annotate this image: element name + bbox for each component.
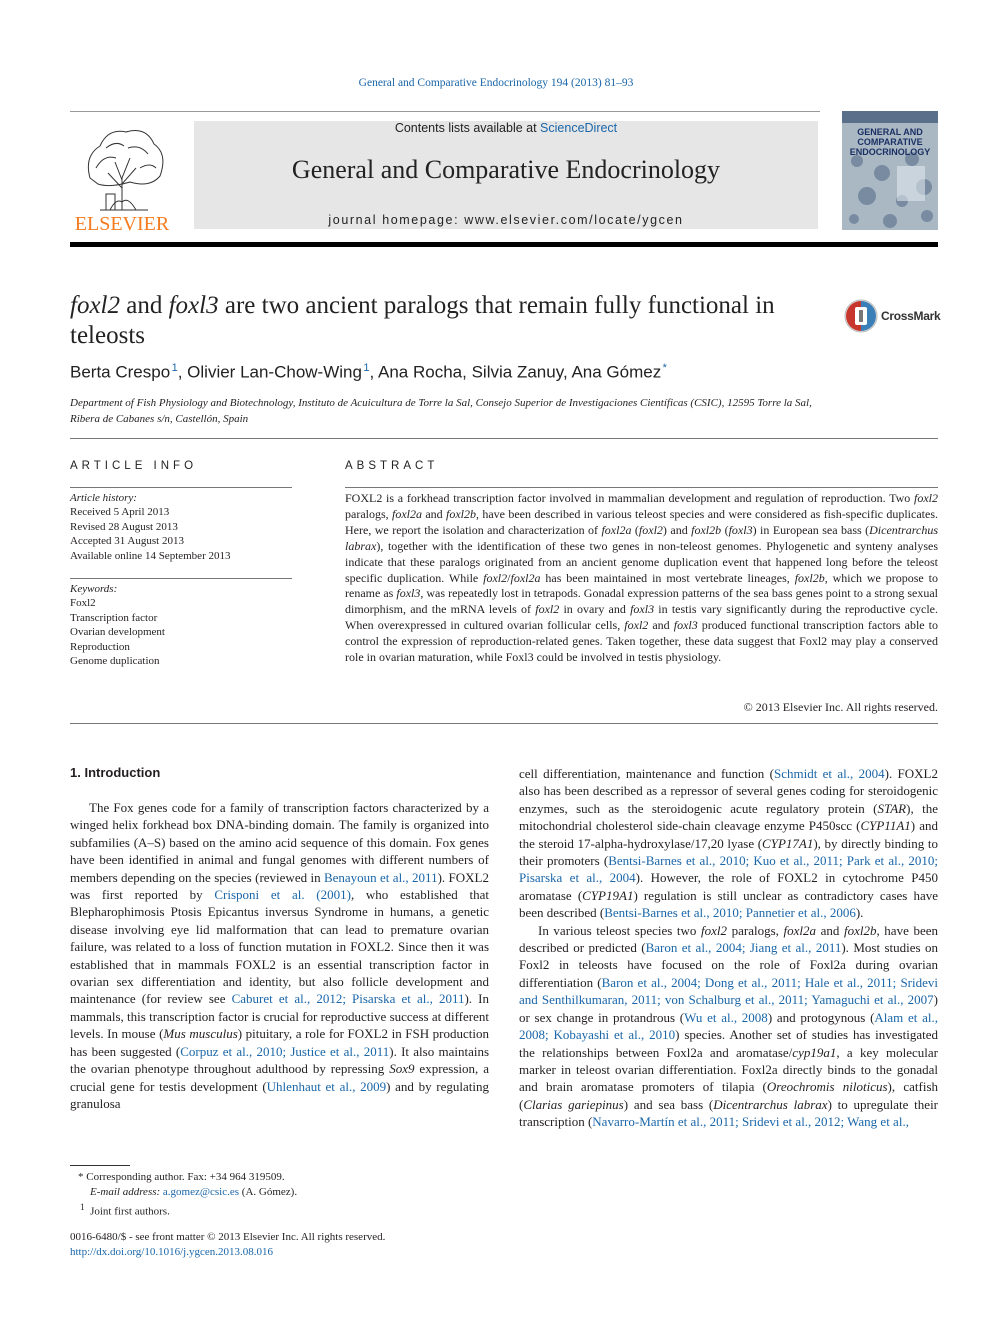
citation-link[interactable]: Schmidt et al., 2004 — [773, 766, 885, 781]
body-paragraph: The Fox genes code for a family of transcription factors characterized by a winged helix forkhead box DNA-binding domain. The family is organized into subfamilies (A–S) based on the amino acid sequence of this domain. Fox genes have been identified in animal and fungal genomes with different numbers of members depending on the species (reviewed in Benayoun et al., 2011). FOXL2 was first reported by Crisponi et al. (2001), who established that Blepharophimosis Ptosis Epicantus inversus Syndrome in humans, a genetic disease involving eye lid malformation that can lead to premature ovarian failure, was related to a loss of function mutation in FOXL2. Since then it was established that in mammals FOXL2 is an essential transcription factor in ovarian sex differentiation and identity, but also follicle development and maintenance (for review see Caburet et al., 2012; Pisarska et al., 2011). In mammals, this transcription factor is crucial for reproductive success at different levels. In mouse (Mus musculus) pituitary, a role for FOXL2 in FSH production has been suggested (Corpuz et al., 2010; Justice et al., 2011). It also maintains the ovarian phenotype throughout adulthood by repressing Sox9 expression, a crucial gene for testis development (Uhlenhaut et al., 2009) and by regulating granulosa — [70, 800, 490, 1111]
footnote-joint: Joint first authors. — [90, 1205, 170, 1218]
citation-link[interactable]: Benayoun et al., 2011 — [323, 869, 438, 885]
article-info-heading: ARTICLE INFO — [70, 460, 198, 472]
journal-reference[interactable] — [0, 77, 992, 89]
body-paragraph: cell differentiation, maintenance and function (Schmidt et al., 2004). FOXL2 also has been described as a repressor of several genes coding for steroidogenic enzymes, such as the steroidogenic acute regulatory protein (STAR), the mitochondrial cholesterol side-chain cleavage enzyme P450scc (CYP11A1) and the steroid 17-alpha-hydroxylase/17,20 lyase (CYP17A1), by directly binding to their promoters (Bentsi-Barnes et al., 2010; Kuo et al., 2011; Park et al., 2010; Pisarska et al., 2004). However, the role of FOXL2 in cytochrome P450 aromatase (CYP19A1) regulation is still unclear as contradictory cases have been described (Bentsi-Barnes et al., 2010; Pannetier et al., 2006). — [519, 766, 939, 921]
citation-link[interactable]: Bentsi-Barnes et al., 2010; Kuo et al., 2011; Park et al., 2010; Pisarska et al., 2004 — [519, 853, 938, 886]
keyword: Genome duplication — [70, 655, 160, 668]
abstract-heading: ABSTRACT — [345, 460, 439, 472]
introduction-heading: 1. Introduction — [70, 765, 161, 780]
divider — [70, 438, 938, 439]
author-list: Berta Crespo $^1$, Olivier Lan-Chow-Wing $^1$, Ana Rocha, Silvia Zanuy, Ana Gómez * — [70, 362, 667, 382]
journal-name: General and Comparative Endocrinology — [291, 155, 721, 184]
history-item: Revised 28 August 2013 — [70, 520, 178, 533]
author-name[interactable]: Silvia Zanuy — [471, 362, 563, 382]
keywords-label: Keywords: — [70, 583, 118, 595]
citation-link[interactable]: Caburet et al., 2012; Pisarska et al., 2011 — [231, 991, 465, 1007]
title-gene-2: foxl3 — [168, 292, 219, 319]
keywords — [70, 582, 292, 668]
author-name[interactable]: Ana Rocha — [378, 362, 463, 382]
affiliation-line: Ribera de Cabanes s/n, Castellón, Spain — [70, 413, 249, 425]
author-name[interactable]: Ana Gómez — [571, 362, 662, 382]
author-note-marker[interactable]: 1 — [363, 362, 370, 374]
history-item: Accepted 31 August 2013 — [70, 535, 184, 548]
citation-link[interactable]: Crisponi et al. (2001) — [214, 887, 351, 903]
abstract-text: FOXL2 is a forkhead transcription factor involved in mammalian development and regulation of reproduction. Two foxl2 paralogs, foxl2a and foxl2b, have been described in various teleost species and were considered as fish-specific duplicates. Here, we report the isolation and characterization of foxl2a (foxl2) and foxl2b (foxl3) in European sea bass (Dicentrarchus labrax), together with the identification of these two genes in non-teleost genomes. Phylogenetic and synteny analyses indicate that these paralogs originated from an ancient genome duplication event that happened long before the teleost specific duplication. While foxl2/foxl2a has been maintained in most vertebrate lineages, foxl2b, which we propose to rename as foxl3, was repeatedly lost in tetrapods. Gonadal expression patterns of the sea bass genes point to a strong sexual dimorphism, and the mRNA levels of foxl2 in ovary and foxl3 in testis vary significantly during the reproductive cycle. When overexpressed in cultured ovarian follicular cells, foxl2 and foxl3 produced functional transcription factors able to control the expression of reproduction-related genes. Taken together, these data suggest that Foxl2 may play a conserved role in ovarian maturation, while Foxl3 could be involved in testis physiology. — [345, 491, 939, 665]
body-paragraph: In various teleost species two foxl2 paralogs, foxl2a and foxl2b, have been described or predicted (Baron et al., 2004; Jiang et al., 2011). Most studies on Foxl2 in teleosts have focused on the role of Foxl2a during ovarian differentiation (Baron et al., 2004; Dong et al., 2011; Hale et al., 2011; Sridevi and Senthilkumaran, 2011; von Schalburg et al., 2011; Yamaguchi et al., 2007) or sex change in protandrous (Wu et al., 2008) and protogynous (Alam et al., 2008; Kobayashi et al., 2010) species. Another set of studies has investigated the relationships between Foxl2a and aromatase/cyp19a1, a key molecular marker in teleost ovarian differentiation. Foxl2a directly binds to the gonadal and brain aromatase promoters of tilapia (Oreochromis niloticus), catfish (Clarias gariepinus) and sea bass (Dicentrarchus labrax) to upregulate their transcription (Navarro-Martín et al., 2011; Sridevi et al., 2012; Wang et al., — [519, 922, 939, 1130]
contents-prefix: Contents lists available at — [394, 121, 541, 135]
crossmark-label: CrossMark — [881, 309, 941, 323]
journal-cover-image[interactable] — [842, 111, 938, 230]
divider — [70, 578, 292, 579]
journal-homepage[interactable]: journal homepage: www.elsevier.com/locate/ygcen — [328, 213, 684, 227]
citation-link[interactable]: Navarro-Martín et al., 2011; Sridevi et al., 2012; Wang et al., — [592, 1114, 909, 1130]
journal-reference-link[interactable]: General and Comparative Endocrinology 194 (2013) 81–93 — [358, 77, 634, 89]
history-item: Received 5 April 2013 — [70, 506, 170, 519]
crossmark-icon — [843, 298, 879, 334]
divider — [70, 487, 292, 488]
history-item: Available online 14 September 2013 — [70, 549, 231, 562]
author-name[interactable]: Olivier Lan-Chow-Wing — [187, 362, 362, 382]
header-thick-rule — [70, 242, 938, 247]
citation-link[interactable]: Corpuz et al., 2010; Justice et al., 2011 — [180, 1043, 390, 1059]
elsevier-tree-icon — [70, 118, 174, 236]
footnote-marker: 1 — [80, 1202, 85, 1212]
affiliation-line: Department of Fish Physiology and Biotechnology, Instituto de Acuicultura de Torre la Sal, Consejo Superior de Investigaciones Científicas (CSIC), 12595 Torre la Sal, — [70, 397, 812, 409]
title-gene-1: foxl2 — [70, 292, 120, 319]
citation-link[interactable]: Baron et al., 2004; Dong et al., 2011; Hale et al., 2011; Sridevi and Senthilkumaran, 2011; von Schalburg et al., 2011; Yamaguchi et al., 2007 — [519, 974, 938, 1008]
page-footer — [70, 1230, 570, 1260]
doi-link[interactable]: http://dx.doi.org/10.1016/j.ygcen.2013.08.016 — [70, 1246, 273, 1258]
email-label: E-mail address: — [90, 1186, 161, 1198]
title-connector: and — [120, 292, 169, 319]
keyword: Reproduction — [70, 640, 130, 653]
affiliation — [70, 395, 900, 427]
keyword: Ovarian development — [70, 626, 165, 639]
sciencedirect-link[interactable]: ScienceDirect — [540, 121, 618, 135]
divider — [345, 487, 938, 488]
email-link[interactable]: a.gomez@csic.es — [162, 1186, 240, 1198]
article-title — [70, 291, 810, 351]
history-label: Article history: — [70, 492, 137, 504]
title-rest: are two ancient paralogs that remain fully functional in teleosts — [70, 292, 775, 349]
issn-line: 0016-6480/$ - see front matter © 2013 Elsevier Inc. All rights reserved. — [70, 1231, 386, 1243]
corresponding-marker[interactable]: * — [662, 362, 667, 374]
corresponding-asterisk: * — [78, 1171, 87, 1183]
intro-column-left — [70, 799, 489, 1112]
cover-title: GENERAL AND COMPARATIVE ENDOCRINOLOGY — [849, 127, 931, 157]
keyword: Foxl2 — [70, 597, 96, 610]
elsevier-logo[interactable] — [70, 118, 174, 236]
article-history — [70, 491, 292, 563]
citation-link[interactable]: Bentsi-Barnes et al., 2010; Pannetier et al., 2006 — [604, 905, 856, 921]
footnote-rule — [70, 1165, 130, 1166]
intro-column-right — [519, 765, 938, 1131]
email-suffix: (A. Gómez). — [241, 1186, 298, 1198]
citation-link[interactable]: Baron et al., 2004; Jiang et al., 2011 — [645, 940, 842, 956]
footnotes — [70, 1170, 489, 1220]
elsevier-wordmark: ELSEVIER — [74, 213, 170, 235]
citation-link[interactable]: Alam et al., 2008; Kobayashi et al., 2010 — [519, 1009, 938, 1043]
footnote-corresponding: Corresponding author. Fax: +34 964 319509. — [86, 1171, 285, 1183]
abstract-copyright: © 2013 Elsevier Inc. All rights reserved. — [743, 700, 938, 714]
divider — [70, 723, 938, 724]
contents-line — [194, 121, 818, 135]
author-name[interactable]: Berta Crespo — [70, 362, 171, 382]
header-rule — [70, 111, 820, 112]
citation-link[interactable]: Uhlenhaut et al., 2009 — [266, 1078, 387, 1094]
citation-link[interactable]: Wu et al., 2008 — [684, 1009, 768, 1025]
keyword: Transcription factor — [70, 611, 158, 624]
author-note-marker[interactable]: 1 — [171, 362, 178, 374]
